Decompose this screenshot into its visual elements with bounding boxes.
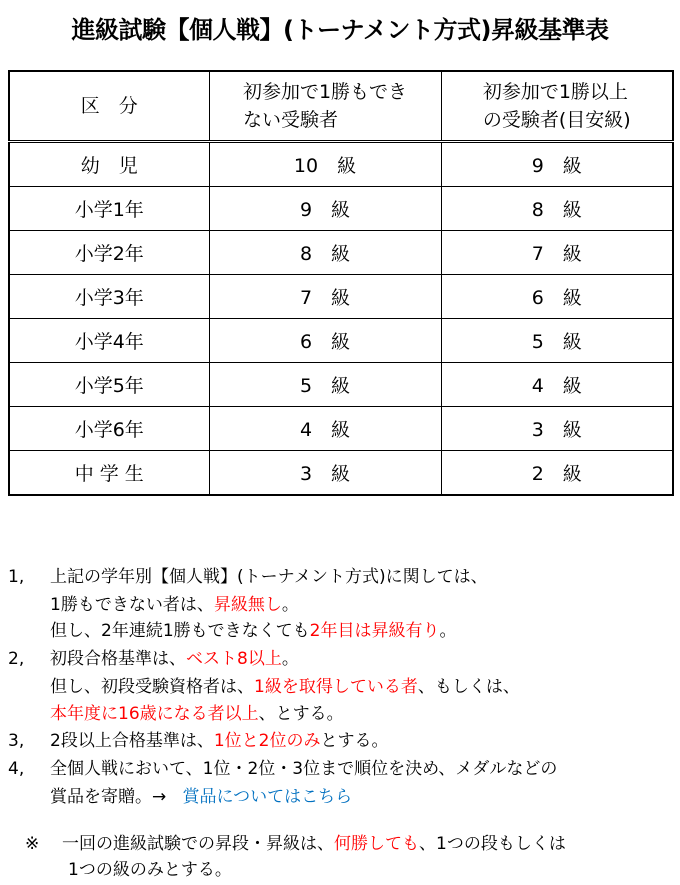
table-row — [9, 142, 673, 187]
table-row — [9, 231, 673, 275]
no-promotion-emphasis: 昇級無し — [213, 595, 282, 615]
footnote-line-2: 1つの級のみとする。 — [68, 860, 232, 880]
note-1-line-1: 上記の学年別【個人戦】(トーナメント方式)に関しては、 — [50, 567, 488, 587]
note-3-number: 3, — [8, 731, 25, 751]
row-win-grade: 5 級 — [441, 319, 673, 363]
table-row — [9, 319, 673, 363]
row-category: 中 学 生 — [9, 451, 209, 496]
row-no-win-grade: 10 級 — [209, 142, 441, 187]
note-1-line-3: 但し、2年連続1勝もできなくても2年目は昇級有り。 — [50, 621, 457, 641]
row-win-grade: 9 級 — [441, 142, 673, 187]
row-no-win-grade: 7 級 — [209, 275, 441, 319]
row-win-grade: 7 級 — [441, 231, 673, 275]
header-win-line2: の受験者(目安級) — [482, 109, 631, 131]
row-category: 小学5年 — [9, 363, 209, 407]
note-2-line-1: 初段合格基準は、ベスト8以上。 — [50, 649, 299, 669]
row-category: 小学1年 — [9, 187, 209, 231]
top-two-emphasis: 1位と2位のみ — [213, 731, 321, 751]
note-4-line-1: 全個人戦において、1位・2位・3位まで順位を決め、メダルなどの — [50, 759, 558, 779]
row-category: 幼 児 — [9, 142, 209, 187]
note-3-line-1: 2段以上合格基準は、1位と2位のみとする。 — [50, 731, 389, 751]
table-row — [9, 451, 673, 496]
row-win-grade: 3 級 — [441, 407, 673, 451]
row-win-grade: 4 級 — [441, 363, 673, 407]
header-first-win — [441, 71, 673, 142]
note-4-line-2: 賞品を寄贈。→ 賞品についてはこちら — [50, 787, 353, 807]
footnote-line-1: 一回の進級試験での昇段・昇級は、何勝しても、1つの段もしくは — [62, 834, 566, 854]
note-1-line-2: 1勝もできない者は、昇級無し。 — [50, 595, 299, 615]
row-no-win-grade: 4 級 — [209, 407, 441, 451]
row-category: 小学4年 — [9, 319, 209, 363]
first-kyu-emphasis: 1級を取得している者 — [254, 677, 418, 697]
row-win-grade: 8 級 — [441, 187, 673, 231]
note-2-line-3: 本年度に16歳になる者以上、とする。 — [50, 704, 344, 724]
row-no-win-grade: 9 級 — [209, 187, 441, 231]
table-row — [9, 407, 673, 451]
note-2-number: 2, — [8, 649, 25, 669]
row-category: 小学6年 — [9, 407, 209, 451]
table-row — [9, 275, 673, 319]
second-year-promotion-emphasis: 2年目は昇級有り — [309, 621, 440, 641]
row-category: 小学2年 — [9, 231, 209, 275]
header-win-line1: 初参加で1勝以上 — [482, 81, 628, 103]
any-wins-emphasis: 何勝しても — [334, 834, 419, 854]
prize-info-link[interactable]: 賞品についてはこちら — [182, 787, 353, 807]
table-row — [9, 187, 673, 231]
header-no-win-line2: ない受験者 — [242, 109, 338, 131]
footnote-mark: ※ — [25, 834, 40, 854]
header-first-no-win — [209, 71, 441, 142]
row-no-win-grade: 8 級 — [209, 231, 441, 275]
page-title: 進級試験【個人戦】(トーナメント方式)昇級基準表 — [71, 16, 609, 44]
grade-criteria-table — [8, 70, 674, 496]
row-no-win-grade: 6 級 — [209, 319, 441, 363]
note-2-line-2: 但し、初段受験資格者は、1級を取得している者、もしくは、 — [50, 677, 520, 697]
row-no-win-grade: 3 級 — [209, 451, 441, 496]
note-4-number: 4, — [8, 759, 25, 779]
row-no-win-grade: 5 級 — [209, 363, 441, 407]
age-16-emphasis: 本年度に16歳になる者以上 — [50, 704, 259, 724]
table-header-row — [9, 71, 673, 142]
header-no-win-line1: 初参加で1勝もでき — [242, 81, 408, 103]
note-1-number: 1, — [8, 567, 25, 587]
table-row — [9, 363, 673, 407]
row-category: 小学3年 — [9, 275, 209, 319]
row-win-grade: 2 級 — [441, 451, 673, 496]
row-win-grade: 6 級 — [441, 275, 673, 319]
best-8-emphasis: ベスト8以上 — [186, 649, 282, 669]
header-category: 区 分 — [9, 71, 209, 142]
